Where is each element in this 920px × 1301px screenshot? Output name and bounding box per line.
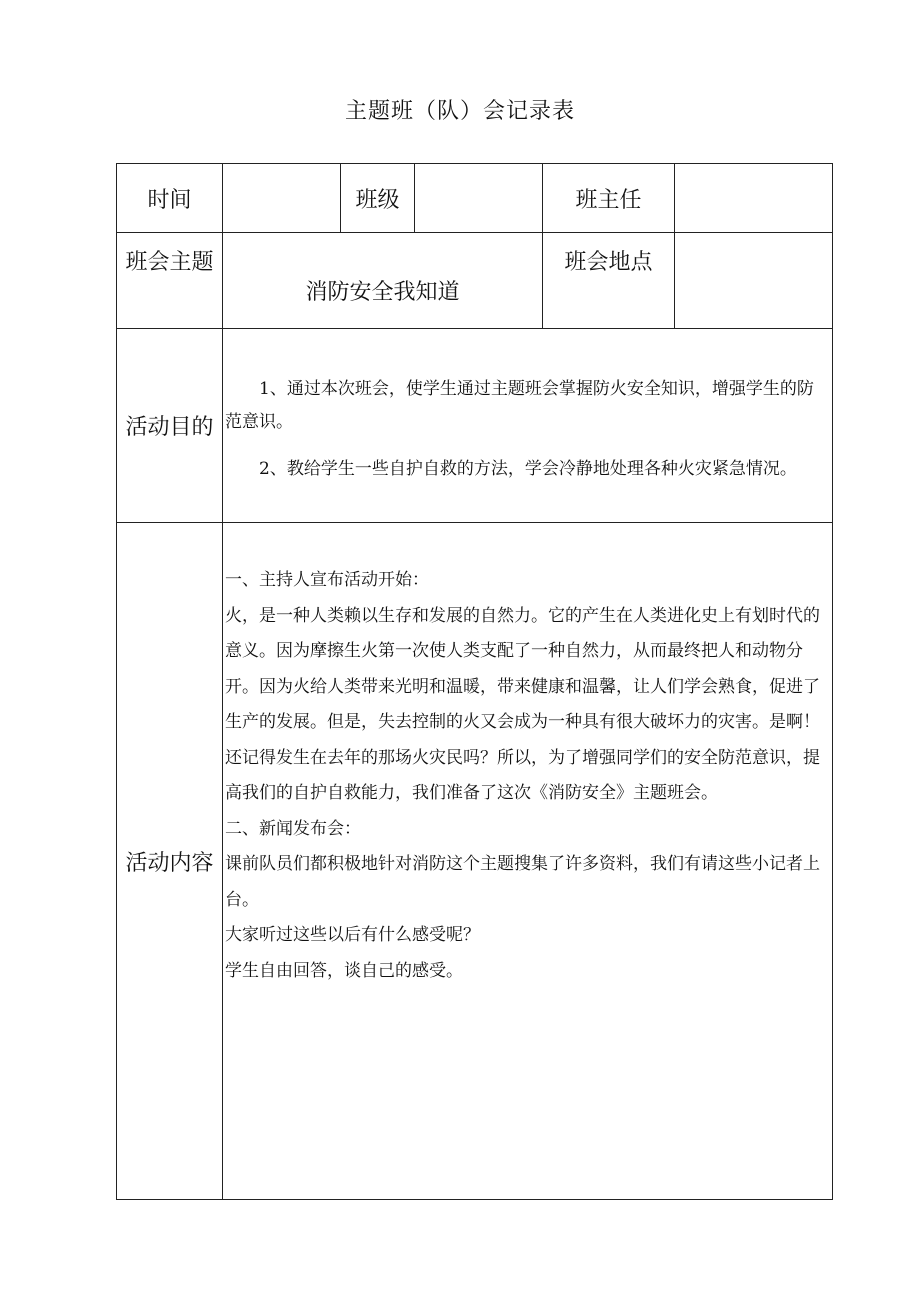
row-basic-info — [117, 164, 833, 233]
content-text — [223, 523, 833, 1200]
content-paragraph: 大家听过这些以后有什么感受呢？ — [225, 925, 480, 945]
row-purpose — [117, 329, 833, 523]
label-topic: 班会主题 — [117, 233, 223, 329]
topic-value[interactable] — [223, 233, 543, 329]
label-teacher: 班主任 — [543, 164, 675, 233]
label-location: 班会地点 — [543, 233, 675, 329]
row-content — [117, 523, 833, 1200]
teacher-value[interactable] — [675, 164, 833, 233]
row-topic — [117, 233, 833, 329]
content-paragraph: 二、新闻发布会： — [225, 818, 361, 839]
class-value[interactable] — [415, 164, 543, 233]
page-title: 主题班（队）会记录表 — [344, 99, 575, 124]
label-purpose: 活动目的 — [117, 329, 223, 523]
content-paragraph: 学生自由回答，谈自己的感受。 — [225, 960, 463, 981]
purpose-item: 2、教给学生一些自护自救的方法，学会冷静地处理各种火灾紧急情况。 — [259, 459, 797, 479]
topic-text: 消防安全我知道 — [305, 280, 460, 305]
purpose-text — [223, 329, 833, 523]
time-value[interactable] — [223, 164, 341, 233]
label-content: 活动内容 — [117, 523, 223, 1200]
content-paragraph: 课前队员们都积极地针对消防这个主题搜集了许多资料，我们有请这些小记者上台。 — [225, 854, 820, 910]
location-value[interactable] — [675, 233, 833, 329]
record-table — [116, 163, 833, 1200]
content-paragraph: 火，是一种人类赖以生存和发展的自然力。它的产生在人类进化史上有划时代的意义。因为摩擦生火第一次使人类支配了一种自然力，从而最终把人和动物分开。因为火给人类带来光明和温暖，带来健康和温馨，让人们学会熟食，促进了生产的发展。但是，失去控制的火又会成为一种具有很大破坏力的灾害。是啊！还记得发生在去年的那场火灾民吗？所以，为了增强同学们的安全防范意识，提高我们的自护自救能力，我们准备了这次《消防安全》主题班会。 — [225, 605, 820, 803]
label-class: 班级 — [341, 164, 415, 233]
content-paragraph: 一、主持人宣布活动开始： — [225, 570, 429, 590]
purpose-item: 1、通过本次班会，使学生通过主题班会掌握防火安全知识，增强学生的防范意识。 — [225, 379, 814, 432]
label-time: 时间 — [117, 164, 223, 233]
